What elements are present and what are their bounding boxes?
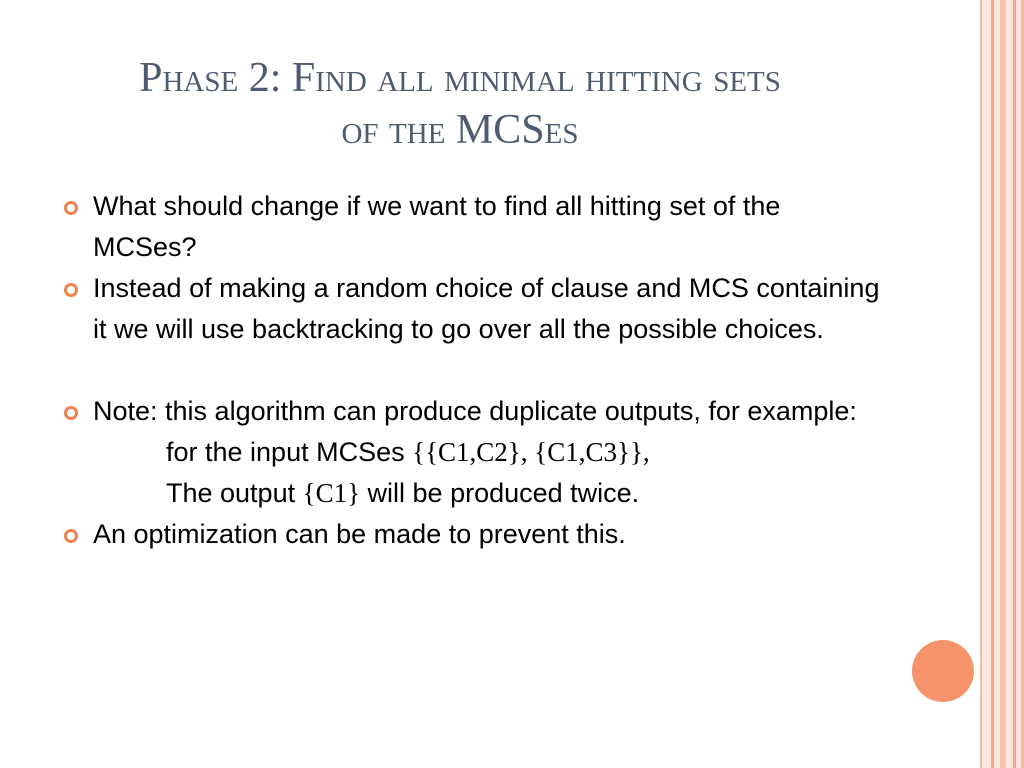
slide-title-line-1: Phase 2: Find all minimal hitting sets: [139, 55, 781, 101]
stripe: [980, 0, 982, 768]
stripe: [1000, 0, 1006, 768]
slide-title: [40, 52, 880, 156]
example-line: [64, 432, 884, 473]
bullet-marker-icon: [64, 406, 78, 420]
bullet-text: Note: this algorithm can produce duplicate outputs, for example:: [93, 396, 857, 426]
example-text: for the input MCSes: [166, 437, 413, 467]
bullet-item: [64, 186, 884, 268]
stripe: [991, 0, 994, 768]
example-math: {C1}: [302, 478, 361, 508]
bullet-text: An optimization can be made to prevent this.: [93, 519, 626, 549]
slide-title-line-2: of the MCSes: [341, 107, 579, 153]
decorative-side-stripes: [980, 0, 1024, 768]
bullet-item: [64, 391, 884, 432]
bullet-text: Instead of making a random choice of clause and MCS containing it we will use backtracking to go over all the possible choices.: [93, 273, 880, 344]
bullet-marker-icon: [64, 201, 78, 215]
example-text: The output: [166, 478, 303, 508]
bullet-marker-icon: [64, 283, 78, 297]
bullet-list: [64, 186, 884, 555]
bullet-item: [64, 268, 884, 350]
bullet-text: What should change if we want to find all hitting set of the MCSes?: [93, 191, 781, 262]
bullet-item: [64, 514, 884, 555]
example-line: [64, 473, 884, 514]
example-text: will be produced twice.: [360, 478, 640, 508]
bullet-marker-icon: [64, 529, 78, 543]
decorative-circle: [912, 640, 974, 702]
stripe: [1013, 0, 1016, 768]
spacer: [64, 350, 884, 391]
example-math: {{C1,C2}, {C1,C3}},: [412, 437, 650, 467]
